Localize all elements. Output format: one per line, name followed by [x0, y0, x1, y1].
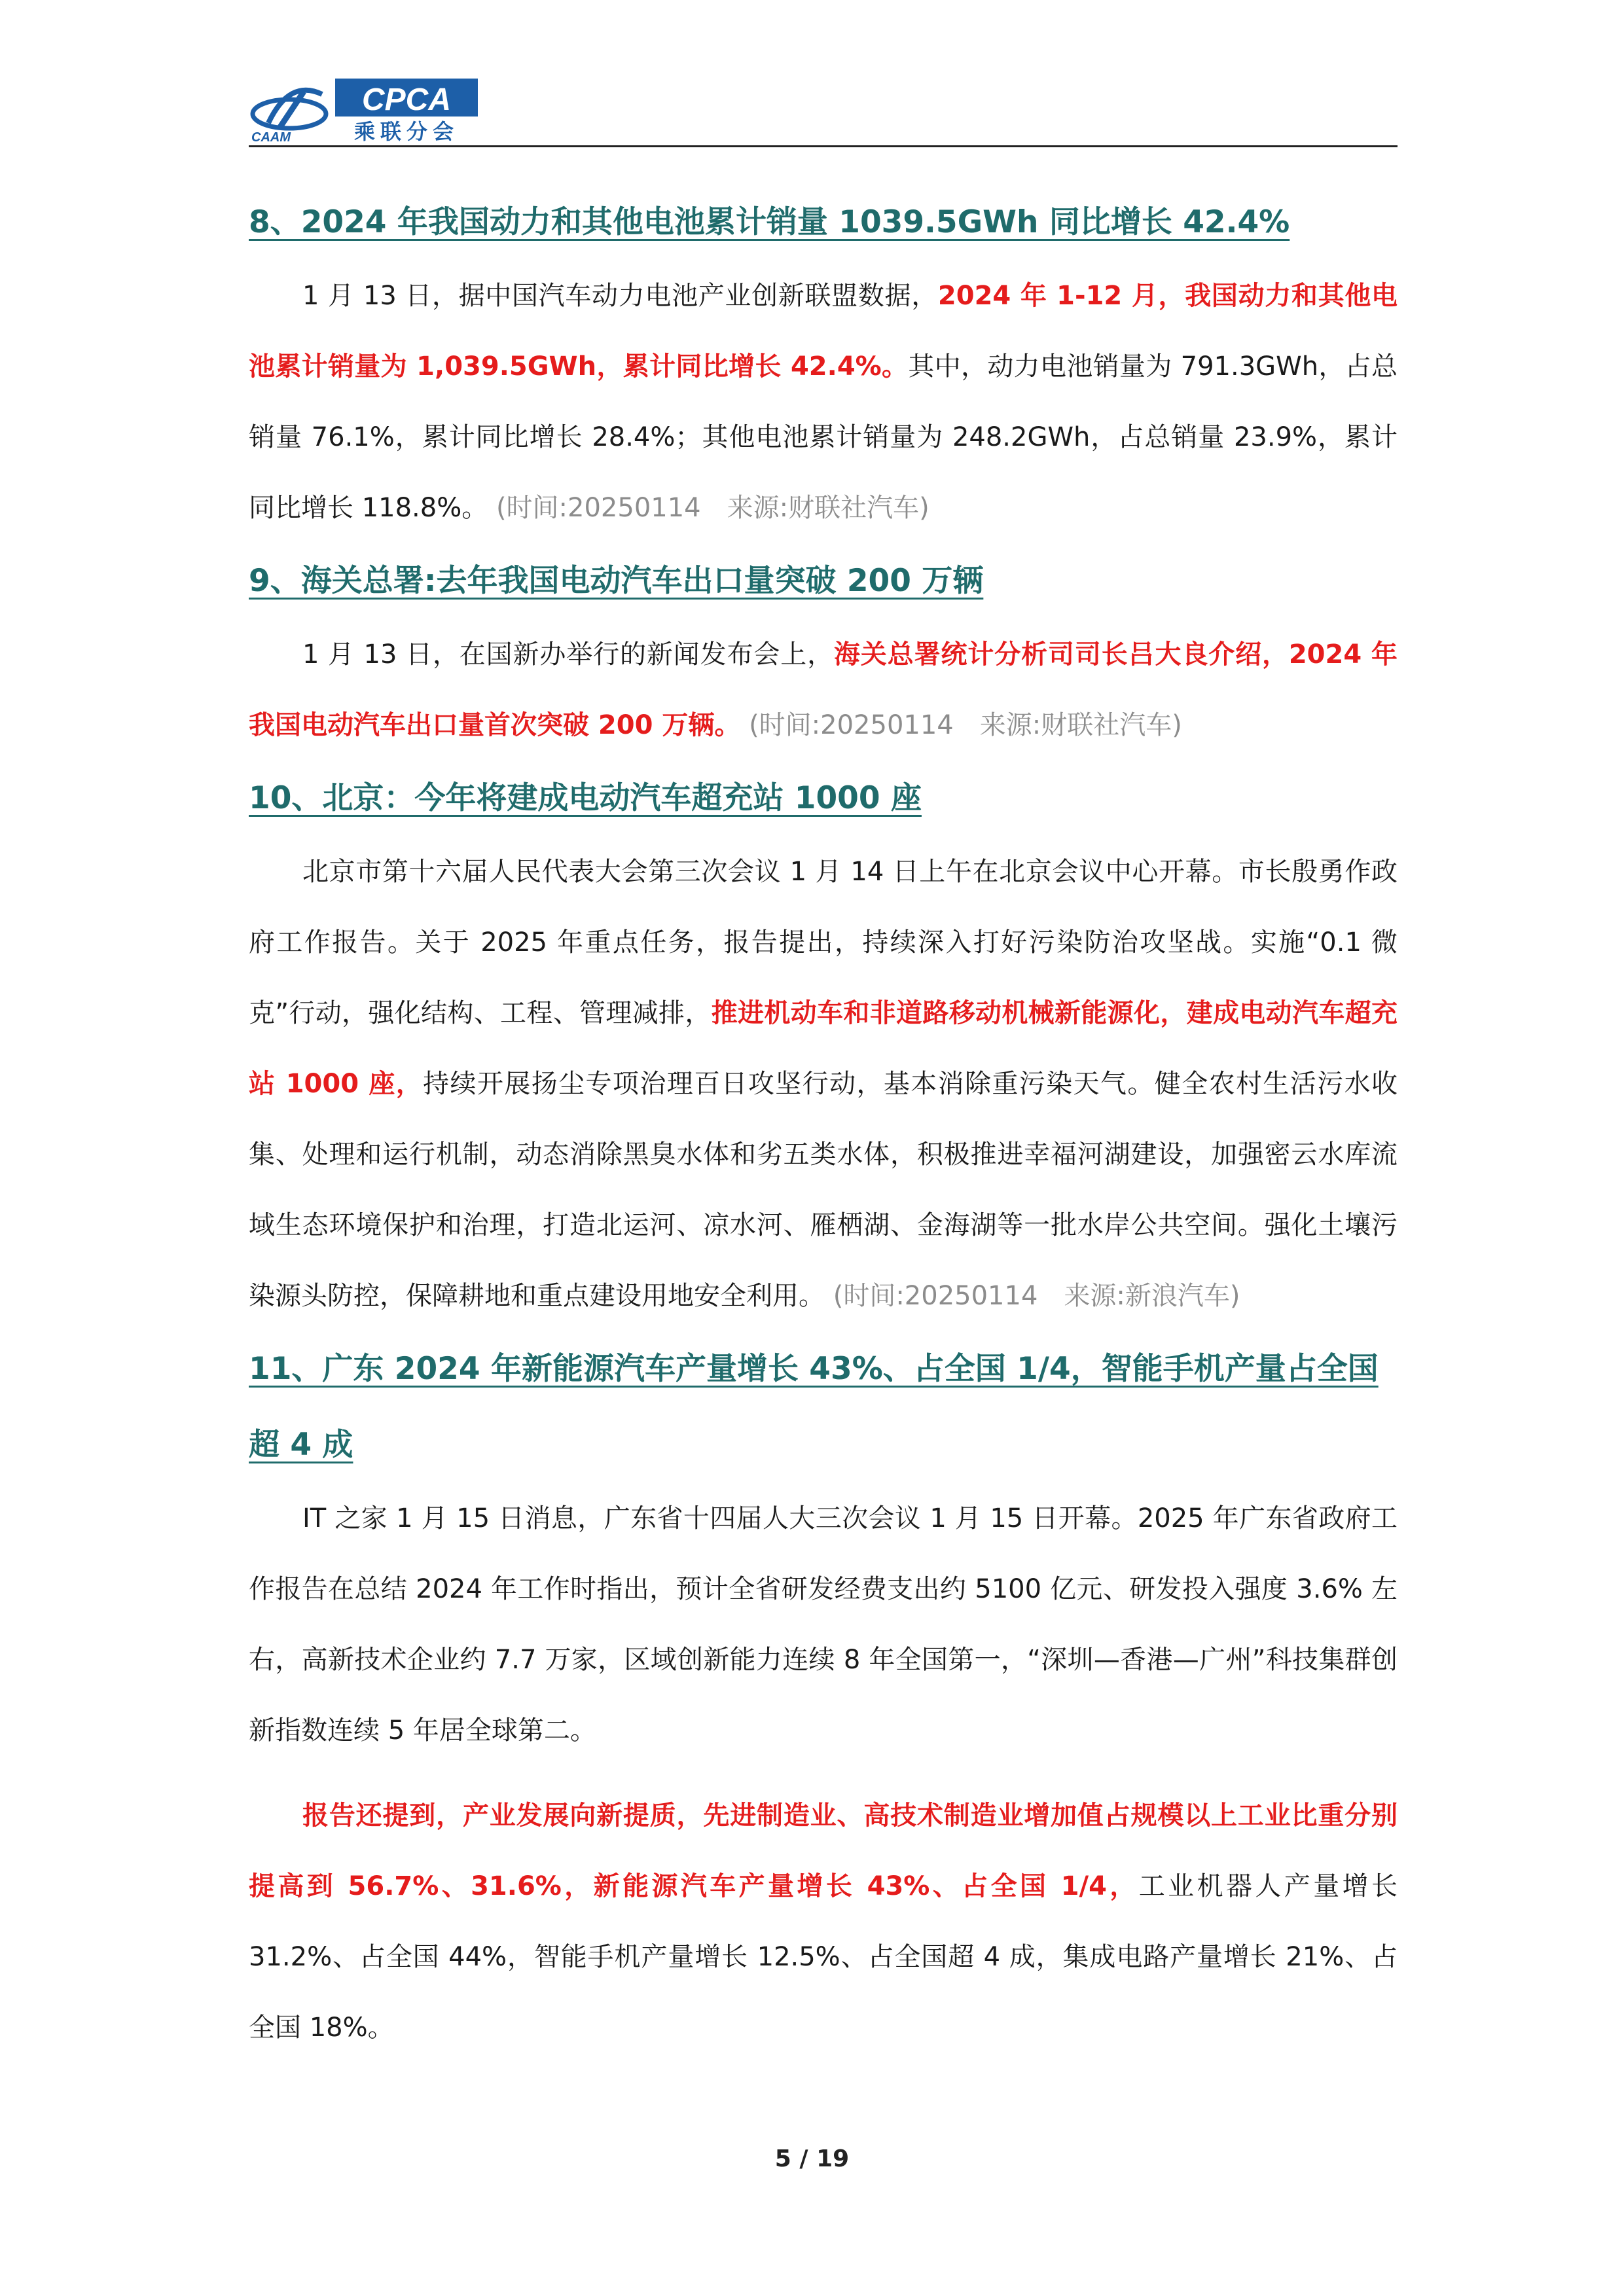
article-paragraph	[249, 1483, 1398, 1766]
article-paragraph	[249, 836, 1398, 1331]
article-title: 8、2024 年我国动力和其他电池累计销量 1039.5GWh 同比增长 42.4%	[249, 204, 1290, 240]
header-rule	[249, 145, 1398, 147]
svg-text:CPCA: CPCA	[361, 82, 452, 117]
text-run: 持续开展扬尘专项治理百日攻坚行动，基本消除重污染天气。健全农村生活污水收集、处理和运行机制，动态消除黑臭水体和劣五类水体，积极推进幸福河湖建设，加强密云水库流域生态环境保护和治理，打造北运河、凉水河、雁栖湖、金海湖等一批水岸公共空间。强化土壤污染源头防控，保障耕地和重点建设用地安全利用。	[249, 1069, 1398, 1311]
cpca-logo	[249, 72, 484, 144]
source-note: (时间:20250114 来源:财联社汽车)	[740, 710, 1182, 740]
highlight-run: 2024 年 1-12 月，我国动力和其他电池累计销量为 1,039.5GWh，累计同比增长 42.4%。	[249, 281, 1398, 382]
highlight-run: 推进机动车和非道路移动机械新能源化，建成电动汽车超充站 1000 座，	[249, 998, 1398, 1099]
text-run: 工业机器人产量增长 31.2%、占全国 44%，智能手机产量增长 12.5%、占全国超 4 成，集成电路产量增长 21%、占全国 18%。	[249, 1871, 1398, 2043]
text-run: IT 之家 1 月 15 日消息，广东省十四届人大三次会议 1 月 15 日开幕。2025 年广东省政府工作报告在总结 2024 年工作时指出，预计全省研发经费支出约 5100 亿元、研发投入强度 3.6% 左右，高新技术企业约 7.7 万家，区域创新能力连续 8 年全国第一，“深圳—香港—广州”科技集群创新指数连续 5 年居全球第二。	[249, 1503, 1398, 1746]
svg-text:乘联分会: 乘联分会	[353, 119, 460, 144]
page-current: 5	[774, 2145, 791, 2172]
source-note: (时间:20250114 来源:财联社汽车)	[488, 493, 929, 523]
page-separator: /	[799, 2145, 808, 2172]
text-run: 1 月 13 日，在国新办举行的新闻发布会上，	[302, 639, 834, 670]
article-list	[249, 185, 1398, 2063]
article-paragraph	[249, 619, 1398, 761]
article-title: 11、广东 2024 年新能源汽车产量增长 43%、占全国 1/4，智能手机产量占全国超 4 成	[249, 1351, 1379, 1463]
text-run: 其中，动力电池销量为 791.3GWh，占总销量 76.1%，累计同比增长 28.4%；其他电池累计销量为 248.2GWh，占总销量 23.9%，累计同比增长 118.8%。	[249, 351, 1398, 523]
svg-text:CAAM: CAAM	[251, 130, 291, 144]
text-run: 1 月 13 日，据中国汽车动力电池产业创新联盟数据，	[302, 281, 938, 311]
article-title: 9、海关总署:去年我国电动汽车出口量突破 200 万辆	[249, 563, 984, 599]
highlight-run: 海关总署统计分析司司长吕大良介绍，2024 年我国电动汽车出口量首次突破 200 万辆。	[249, 639, 1398, 740]
article-title: 10、北京：今年将建成电动汽车超充站 1000 座	[249, 780, 922, 816]
article-paragraph	[249, 260, 1398, 543]
page-total: 19	[816, 2145, 850, 2172]
article-paragraph	[249, 1780, 1398, 2063]
highlight-run: 报告还提到，产业发展向新提质，先进制造业、高技术制造业增加值占规模以上工业比重分别提高到 56.7%、31.6%，新能源汽车产量增长 43%、占全国 1/4，	[249, 1801, 1398, 1901]
page-number	[0, 2145, 1624, 2172]
page-header	[249, 72, 1398, 147]
text-run: 北京市第十六届人民代表大会第三次会议 1 月 14 日上午在北京会议中心开幕。市长殷勇作政府工作报告。关于 2025 年重点任务，报告提出，持续深入打好污染防治攻坚战。实施“0.1 微克”行动，强化结构、工程、管理减排，	[249, 857, 1398, 1028]
source-note: (时间:20250114 来源:新浪汽车)	[825, 1281, 1240, 1311]
